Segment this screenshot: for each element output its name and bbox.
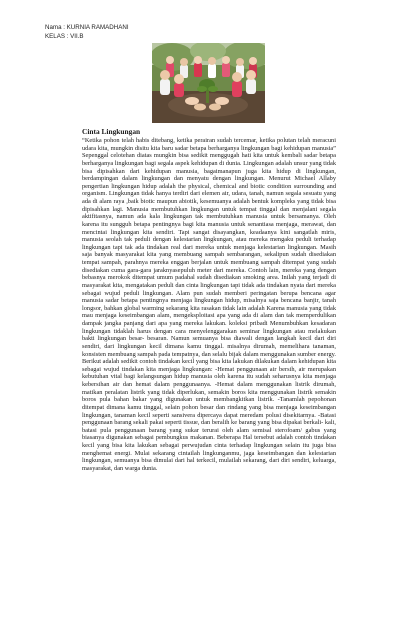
article-title: Cinta Lingkungan — [82, 127, 141, 136]
student-header — [45, 24, 129, 41]
student-class: KELAS : VII.B — [45, 32, 84, 40]
photo-illustration — [152, 43, 265, 123]
article — [82, 127, 336, 473]
article-body: “Ketika pohon telah habis ditebang, ketika perairan sudah tercemar, ketika polutan telah meracuni udara kita, mungkin disitu kita baru sadar betapa berharganya lingkungan bagi kehidupan manusia” Sepenggal celotehan diatas mungkin bisa sedikit menggugah hati kita untuk kembali sadar betapa berharganya lingkungan bagi segala aspek kehidupan di dunia. Lingkungan adalah unsur yang tidak bisa dipisahkan dari kehidupan manusia, bagaimanapun juga kita hidup di lingkungan, berdampingan dalam lingkungan dan menyatu dengan lingkungan. Menurut Michael Allaby pengertian lingkungan hidup adalah the physical, chemical and biotic condition surrounding and organism. Lingkungan tidak hanya terdiri dari elemen air, udara, tanah, namun segala sesuatu yang ada di alam raya ,baik biotic maupun abiotik, kesemuanya adalah bentuk kompleks yang tidak bisa dipisahkan lagi. Manusia membutuhkan lingkungan untuk tempat tinggal dan menjalani segala aktifitasnya, namun ada kala lingkungan tak membutuhkan manusia untuk bersamanya. Oleh karena itu sungguh betapa pentingnya bagi kita manusia untuk senantiasa menjaga, merawat, dan mencintai lingkungan kita sendiri. Tapi sangat disayangkan, keadaanya kini sangatlah miris, manusia seolah tak peduli dengan kelestarian lingkungan, atau mereka mengaku peduli terhadap lingkungan tapi tak ada tindakan real dari mereka untuk menjaga kelestarian lingkungan. Masih saja banyak masyarakat kita yang membuang sampah sembarangan, sekalipun sudah disediakan tempat sampah, parahnya mereka enggan berjalan untuk membuang sampah ditempat yang sudah disediakan cuma gara-gara jaraknyasepuluh meter dari mereka. Contoh lain, mereka yang dengan bebasnya merokok ditempat umum padahal sudah disediakan smoking area. Inilah yang terjadi di masyarakat kita, mengatakan peduli dan cinta lingkungan tapi tidak ada tindakan nyata dari mereka sebagai wujud peduli lingkungan. Alam pun sudah memberi peringatan berupa bencana agar manusia sadar betapa pentingnya menjaga lingkungan hidup, misalnya saja bencana banjir, tanah longsor, bahkan global warming sekarang kita rasakan tidak lain adalah Karena manusia yang tidak mau menjaga keseimbangan alam, mengeksploitasi apa yang ada di alam dan tak memperdulikan dampak jangka panjang dari apa yang mereka lakukan. koleksi pribadi Menumbuhkan kesadaran lingkungan tidaklah harus dengan cara menyelenggarakan seminar lingkungan atau melakukan bakti lingkungan besar- besaran. Namun semuanya bisa diawali dengan langkah kecil dari diri sendiri, dari lingkungan kecil dimana kamu tinggal. misalnya dirumah, memelihara tanaman, konsisten membuang sampah pada tempatnya, dan selalu bijak dalam menggunakan sumber energy. Berikut adalah sedikit contoh tindakan kecil yang bisa kita lakukan dilakukan dalam kehidupan kita sebagai wujud tindakan kita menjaga lingkungan: -Hemat penggunaan air bersih, air merupakan kebutuhan vital bagi kelangsungan hidup manusia oleh karena itu sudah seharusnya kita menjaga kebersihan air dan hemat dalam penggunaanya. -Hemat dalam menggunakan listrik dirumah, matikan peralatan listrik yang tidak diperlukan, semakin boros kita menggunakan listrik semakin boros pula bahan bakar yang digunakan untuk membangkitkan listrik. -Tanamlah pepohonan ditempat dimana kamu tinggal, selain pohon besar dan rindang yang bisa menjaga keseimbangan lingkungan, tanaman kecil seperti sansivera dipercaya dapat meredam polusi disekitarnya. -Batasi penggunaan barang sekali pakai seperti tissue, dan beralih ke barang yang bisa dipakai berkali- kali, batasi pula penggunaan barang yang sukar terurai oleh alam semisal sterofoam/ gabus yang biasanya digunakan sebagai pembungkus makanan. Beberapa Hal tersebut adalah contoh tindakan kecil yang bisa kita lakukan sebagai perwujudan cinta terhadap lingkungan selain itu juga bisa menghemat energi. Mulai sekarang cintailah lingkunganmu, jaga keseimbangan dan kelestarian lingkungan, semuanya bisa dimulai dari hal terkecil, mulailah sekarang, dari diri sendiri, keluarga, masyarakat, dan warga dunia. — [82, 137, 336, 472]
tree-planting-photo — [152, 43, 265, 123]
student-name: Nama : KURNIA RAMADHANI — [45, 24, 129, 31]
